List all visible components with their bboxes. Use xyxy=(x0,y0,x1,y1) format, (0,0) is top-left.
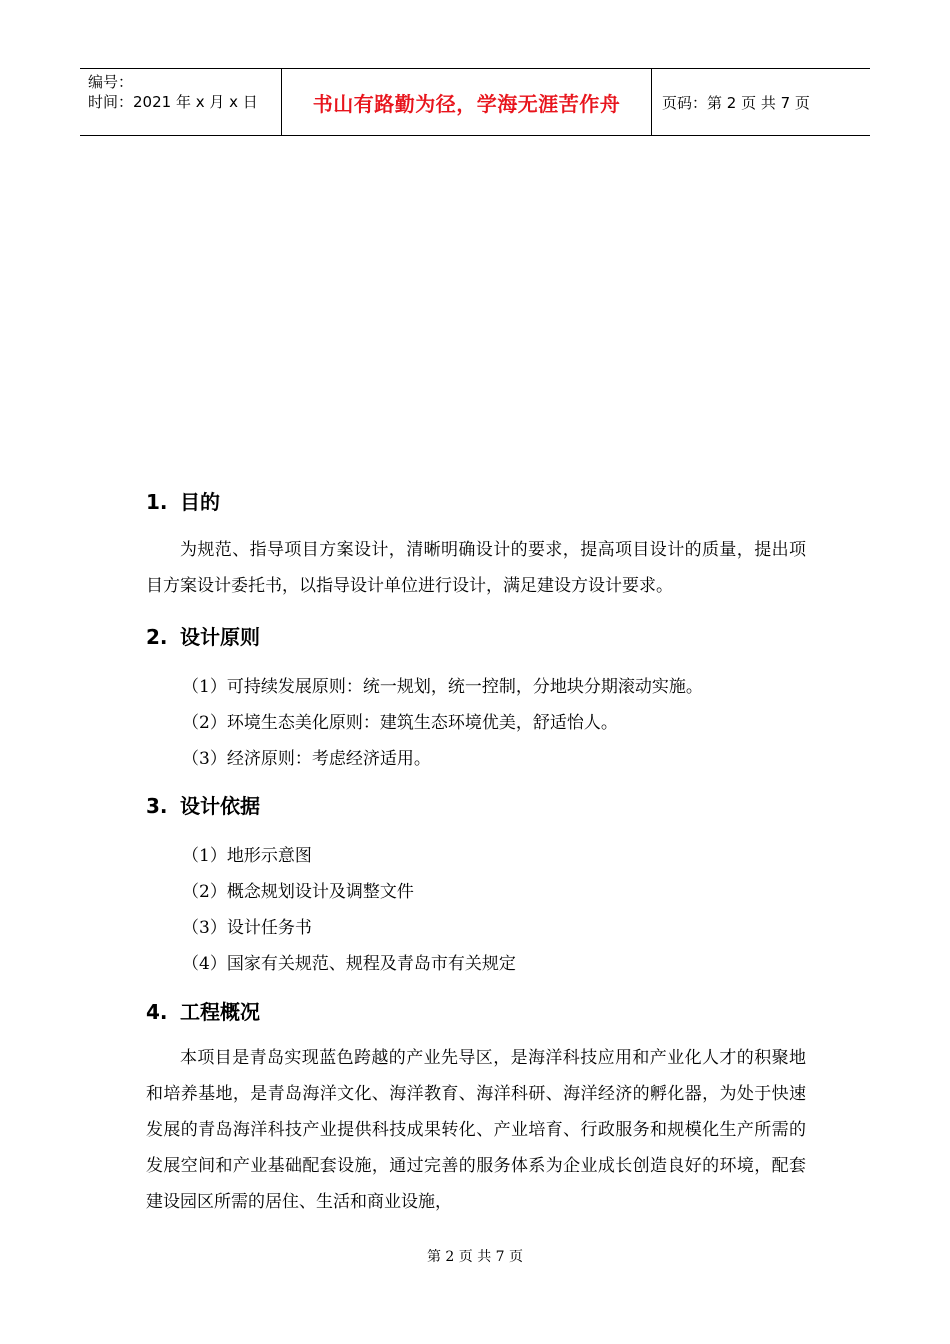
list-item: （2）概念规划设计及调整文件 xyxy=(182,882,414,902)
list-item: （1）地形示意图 xyxy=(182,846,312,866)
section-4-paragraph: 本项目是青岛实现蓝色跨越的产业先导区，是海洋科技应用和产业化人才的积聚地和培养基地，是青岛海洋文化、海洋教育、海洋科研、海洋经济的孵化器，为处于快速发展的青岛海洋科技产业提供科技成果转化、产业培育、行政服务和规模化生产所需的发展空间和产业基础配套设施，通过完善的服务体系为企业成长创造良好的环境，配套建设园区所需的居住、生活和商业设施， xyxy=(146,1048,806,1212)
section-title: 目的 xyxy=(180,490,220,514)
list-item: （3）经济原则：考虑经济适用。 xyxy=(182,749,431,769)
page-header xyxy=(80,68,870,136)
list-item: （1）可持续发展原则：统一规划，统一控制，分地块分期滚动实施。 xyxy=(182,677,703,697)
header-meta xyxy=(80,69,282,135)
section-4-heading xyxy=(146,996,260,1025)
page-footer: 第 2 页 共 7 页 xyxy=(426,1249,524,1265)
header-motto: 书山有路勤为径，学海无涯苦作舟 xyxy=(282,69,652,135)
section-3-heading xyxy=(146,790,260,819)
list-item: （2）环境生态美化原则：建筑生态环境优美，舒适怡人。 xyxy=(182,713,618,733)
section-number: 2. xyxy=(146,625,168,649)
list-item: （4）国家有关规范、规程及青岛市有关规定 xyxy=(182,954,516,974)
document-number-label: 编号： xyxy=(88,73,134,91)
header-page-info: 页码：第 2 页 共 7 页 xyxy=(662,93,810,112)
section-1-heading xyxy=(146,486,220,515)
section-number: 3. xyxy=(146,794,168,818)
document-time-label: 时间：2021 年 x 月 x 日 xyxy=(88,93,258,111)
section-title: 设计依据 xyxy=(180,794,260,818)
list-item: （3）设计任务书 xyxy=(182,918,312,938)
section-number: 4. xyxy=(146,1000,168,1024)
section-number: 1. xyxy=(146,490,168,514)
section-title: 设计原则 xyxy=(180,625,260,649)
section-2-heading xyxy=(146,621,260,650)
section-title: 工程概况 xyxy=(180,1000,260,1024)
section-1-paragraph: 为规范、指导项目方案设计，清晰明确设计的要求，提高项目设计的质量，提出项目方案设计委托书，以指导设计单位进行设计，满足建设方设计要求。 xyxy=(146,540,806,596)
